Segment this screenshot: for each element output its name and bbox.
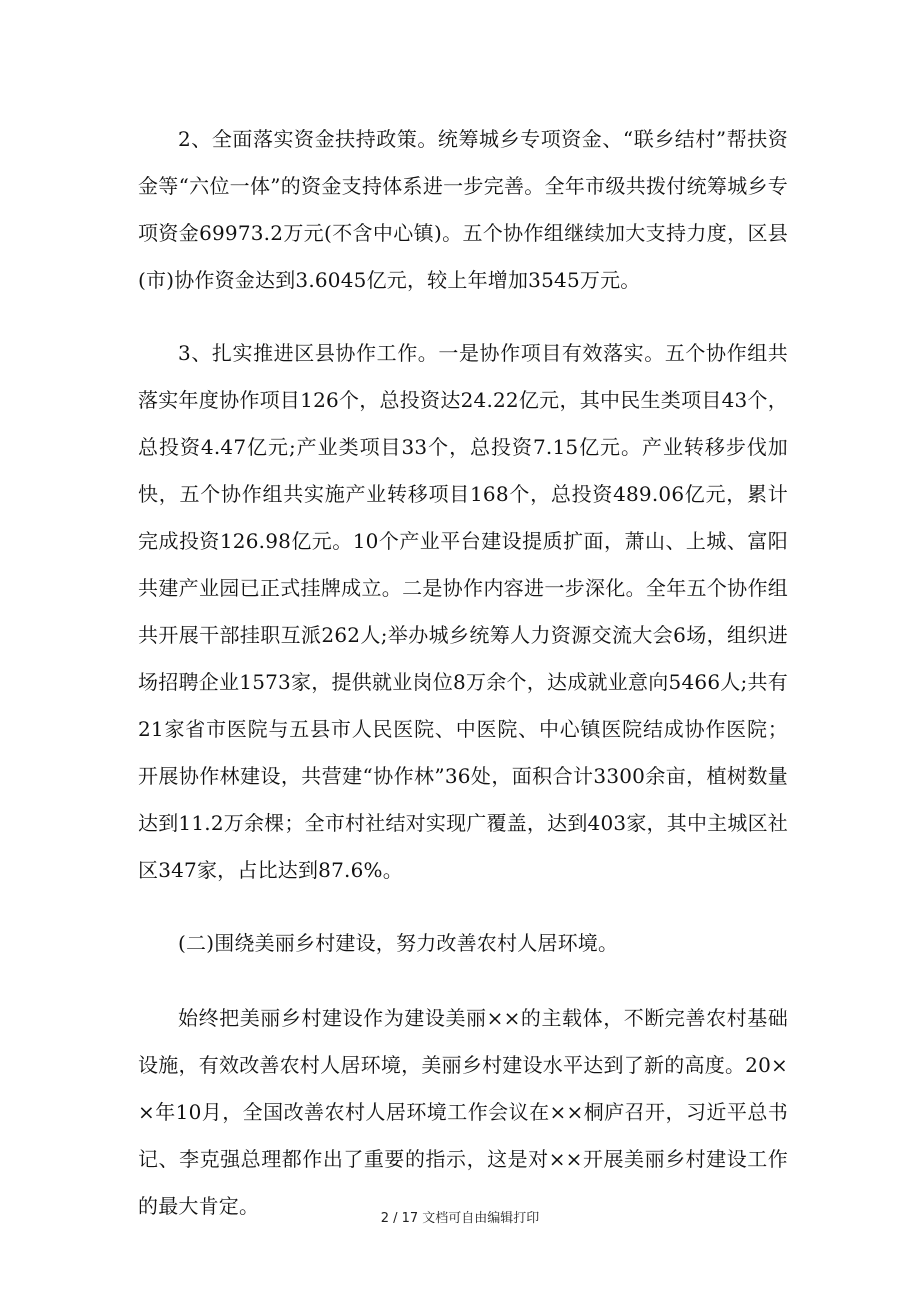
- paragraph-county-cooperation: 3、扎实推进区县协作工作。一是协作项目有效落实。五个协作组共落实年度协作项目126个，总投资达24.22亿元，其中民生类项目43个，总投资4.47亿元;产业类项目33个，总投资7.15亿元。产业转移步伐加快，五个协作组共实施产业转移项目168个，总投资489.06亿元，累计完成投资126.98亿元。10个产业平台建设提质扩面，萧山、上城、富阳共建产业园已正式挂牌成立。二是协作内容进一步深化。全年五个协作组共开展干部挂职互派262人;举办城乡统筹人力资源交流大会6场，组织进场招聘企业1573家，提供就业岗位8万余个，达成就业意向5466人;共有21家省市医院与五县市人民医院、中医院、中心镇医院结成协作医院；开展协作林建设，共营建“协作林”36处，面积合计3300余亩，植树数量达到11.2万余棵；全市村社结对实现广覆盖，达到403家，其中主城区社区347家，占比达到87.6%。: [138, 341, 788, 882]
- paragraph-beautiful-village: 始终把美丽乡村建设作为建设美丽××的主载体，不断完善农村基础设施，有效改善农村人居环境，美丽乡村建设水平达到了新的高度。20××年10月，全国改善农村人居环境工作会议在××桐庐召开，习近平总书记、李克强总理都作出了重要的指示，这是对××开展美丽乡村建设工作的最大肯定。: [138, 1006, 788, 1218]
- page-footer: 2 / 17 文档可自由编辑打印: [380, 1211, 540, 1226]
- section-heading-beautiful-village: (二)围绕美丽乡村建设，努力改善农村人居环境。: [178, 931, 619, 955]
- document-body: [138, 116, 788, 1256]
- paragraph-funding-policy: 2、全面落实资金扶持政策。统筹城乡专项资金、“联乡结村”帮扶资金等“六位一体”的资金支持体系进一步完善。全年市级共拨付统筹城乡专项资金69973.2万元(不含中心镇)。五个协作组继续加大支持力度，区县(市)协作资金达到3.6045亿元，较上年增加3545万元。: [138, 127, 788, 292]
